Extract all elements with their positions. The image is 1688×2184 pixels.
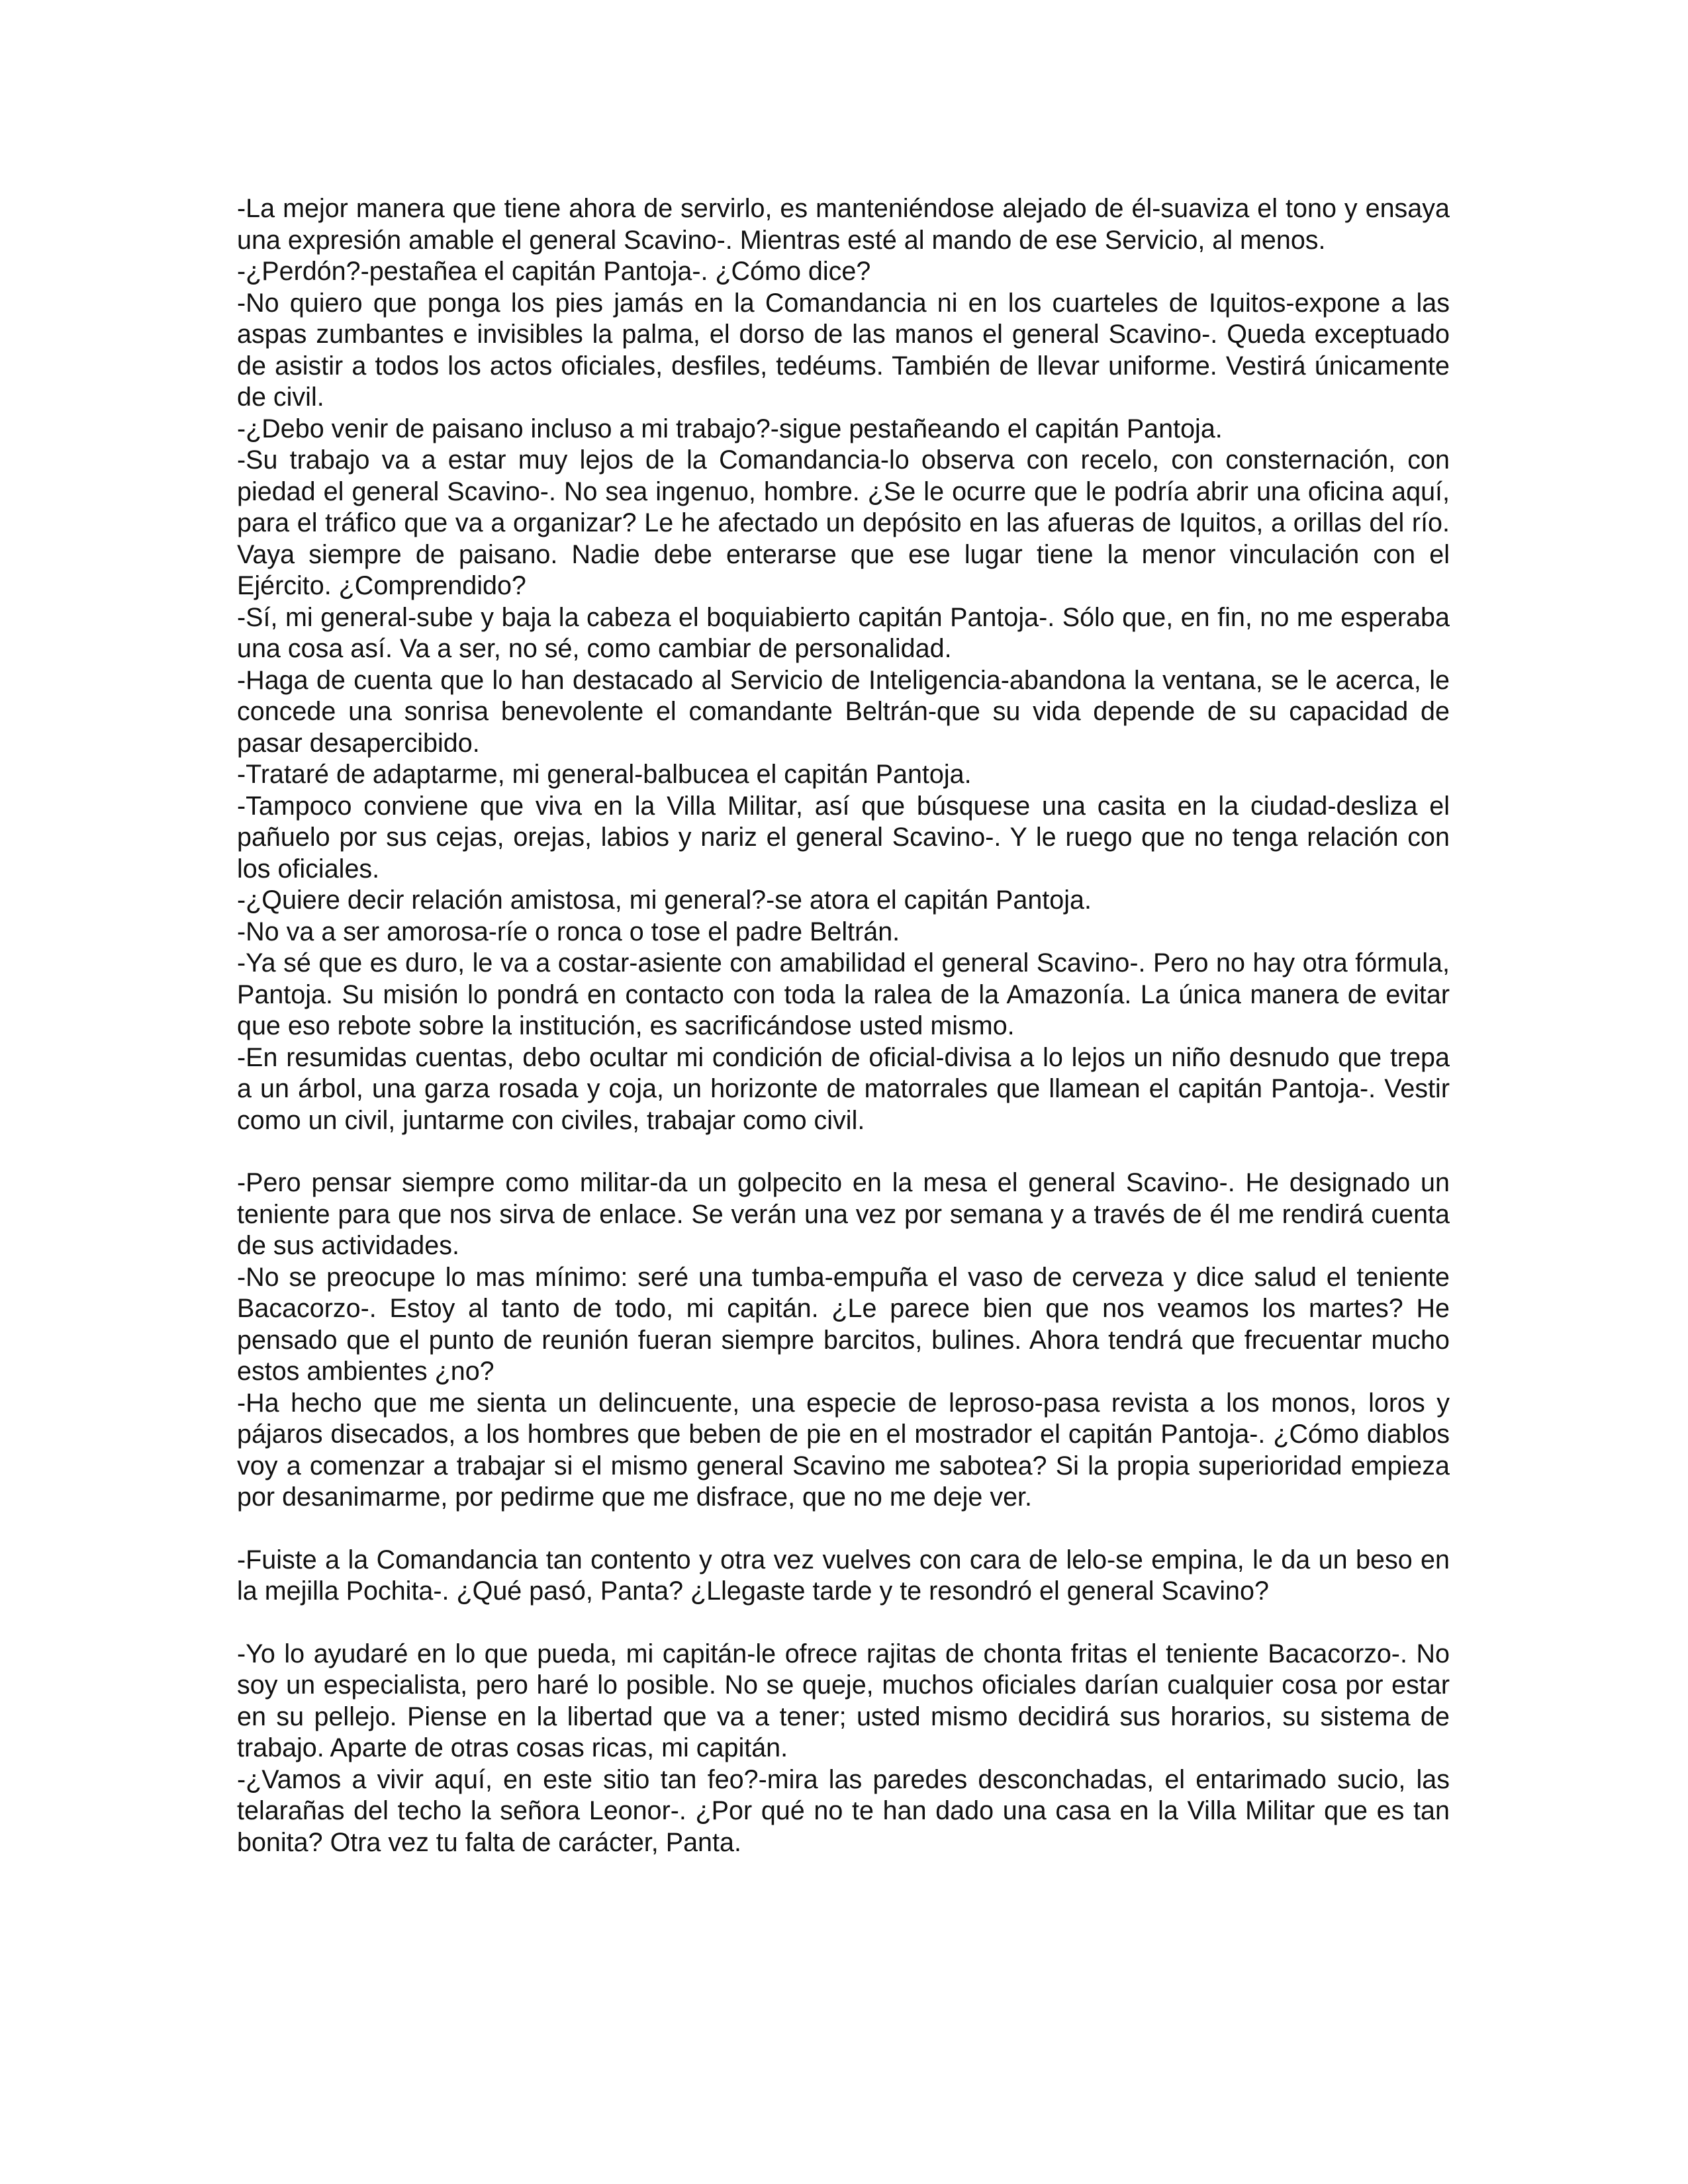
paragraph: -¿Vamos a vivir aquí, en este sitio tan feo?-mira las paredes desconchadas, el entarimado sucio, las telarañas del techo la señora Leonor-. ¿Por qué no te han dado una casa en la Villa Militar que es tan bonita? Otra vez tu falta de carácter, Panta. bbox=[237, 1764, 1450, 1857]
body-text bbox=[237, 193, 1450, 1858]
paragraph: -Ya sé que es duro, le va a costar-asiente con amabilidad el general Scavino-. Pero no hay otra fórmula, Pantoja. Su misión lo pondrá en contacto con toda la ralea de la Amazonía. La única manera de evitar que eso rebote sobre la institución, es sacrificándose usted mismo. bbox=[237, 948, 1450, 1040]
paragraph: -En resumidas cuentas, debo ocultar mi condición de oficial-divisa a lo lejos un niño desnudo que trepa a un árbol, una garza rosada y coja, un horizonte de matorrales que llamean el capitán Pantoja-. Vestir como un civil, juntarme con civiles, trabajar como civil. bbox=[237, 1042, 1450, 1135]
paragraph: -La mejor manera que tiene ahora de servirlo, es manteniéndose alejado de él-suaviza el tono y ensaya una expresión amable el general Scavino-. Mientras esté al mando de ese Servicio, al menos. bbox=[237, 194, 1450, 255]
paragraph: -Tampoco conviene que viva en la Villa Militar, así que búsquese una casita en la ciudad-desliza el pañuelo por sus cejas, orejas, labios y nariz el general Scavino-. Y le ruego que no tenga relación con los oficiales. bbox=[237, 791, 1450, 884]
paragraph: -Pero pensar siempre como militar-da un golpecito en la mesa el general Scavino-. He designado un teniente para que nos sirva de enlace. Se verán una vez por semana y a través de él me rendirá cuenta de sus actividades. bbox=[237, 1168, 1450, 1260]
paragraph: -Fuiste a la Comandancia tan contento y otra vez vuelves con cara de lelo-se empina, le da un beso en la mejilla Pochita-. ¿Qué pasó, Panta? ¿Llegaste tarde y te resondró el general Scavino? bbox=[237, 1545, 1450, 1606]
paragraph: -No quiero que ponga los pies jamás en la Comandancia ni en los cuarteles de Iquitos-expone a las aspas zumbantes e invisibles la palma, el dorso de las manos el general Scavino-. Queda exceptuado de asistir a todos los actos oficiales, desfiles, tedéums. También de llevar uniforme. Vestirá únicamente de civil. bbox=[237, 288, 1450, 412]
paragraph: -No se preocupe lo mas mínimo: seré una tumba-empuña el vaso de cerveza y dice salud el teniente Bacacorzo-. Estoy al tanto de todo, mi capitán. ¿Le parece bien que nos veamos los martes? He pensado que el punto de reunión fueran siempre barcitos, bulines. Ahora tendrá que frecuentar mucho estos ambientes ¿no? bbox=[237, 1262, 1450, 1386]
paragraph: -Sí, mi general-sube y baja la cabeza el boquiabierto capitán Pantoja-. Sólo que, en fin, no me esperaba una cosa así. Va a ser, no sé, como cambiar de personalidad. bbox=[237, 602, 1450, 663]
paragraph: -Trataré de adaptarme, mi general-balbucea el capitán Pantoja. bbox=[237, 760, 972, 789]
paragraph: -¿Quiere decir relación amistosa, mi general?-se atora el capitán Pantoja. bbox=[237, 886, 1092, 915]
paragraph: -Ha hecho que me sienta un delincuente, una especie de leproso-pasa revista a los monos, loros y pájaros disecados, a los hombres que beben de pie en el mostrador el capitán Pantoja-. ¿Cómo diablos voy a comenzar a trabajar si el mismo general Scavino me sabotea? Si la propia superioridad empieza por desanimarme, por pedirme que me disfrace, que no me deje ver. bbox=[237, 1388, 1450, 1512]
paragraph: -¿Perdón?-pestañea el capitán Pantoja-. ¿Cómo dice? bbox=[237, 257, 871, 286]
paragraph: -No va a ser amorosa-ríe o ronca o tose el padre Beltrán. bbox=[237, 917, 900, 946]
paragraph: -Yo lo ayudaré en lo que pueda, mi capitán-le ofrece rajitas de chonta fritas el teniente Bacacorzo-. No soy un especialista, pero haré lo posible. No se queje, muchos oficiales darían cualquier cosa por estar en su pellejo. Piense en la libertad que va a tener; usted mismo decidirá sus horarios, su sistema de trabajo. Aparte de otras cosas ricas, mi capitán. bbox=[237, 1639, 1450, 1762]
paragraph: -¿Debo venir de paisano incluso a mi trabajo?-sigue pestañeando el capitán Pantoja. bbox=[237, 414, 1223, 443]
paragraph: -Su trabajo va a estar muy lejos de la Comandancia-lo observa con recelo, con consternación, con piedad el general Scavino-. No sea ingenuo, hombre. ¿Se le ocurre que le podría abrir una oficina aquí, para el tráfico que va a organizar? Le he afectado un depósito en las afueras de Iquitos, a orillas del río. Vaya siempre de paisano. Nadie debe enterarse que ese lugar tiene la menor vinculación con el Ejército. ¿Comprendido? bbox=[237, 445, 1450, 600]
paragraph: -Haga de cuenta que lo han destacado al Servicio de Inteligencia-abandona la ventana, se le acerca, le concede una sonrisa benevolente el comandante Beltrán-que su vida depende de su capacidad de pasar desapercibido. bbox=[237, 665, 1450, 758]
